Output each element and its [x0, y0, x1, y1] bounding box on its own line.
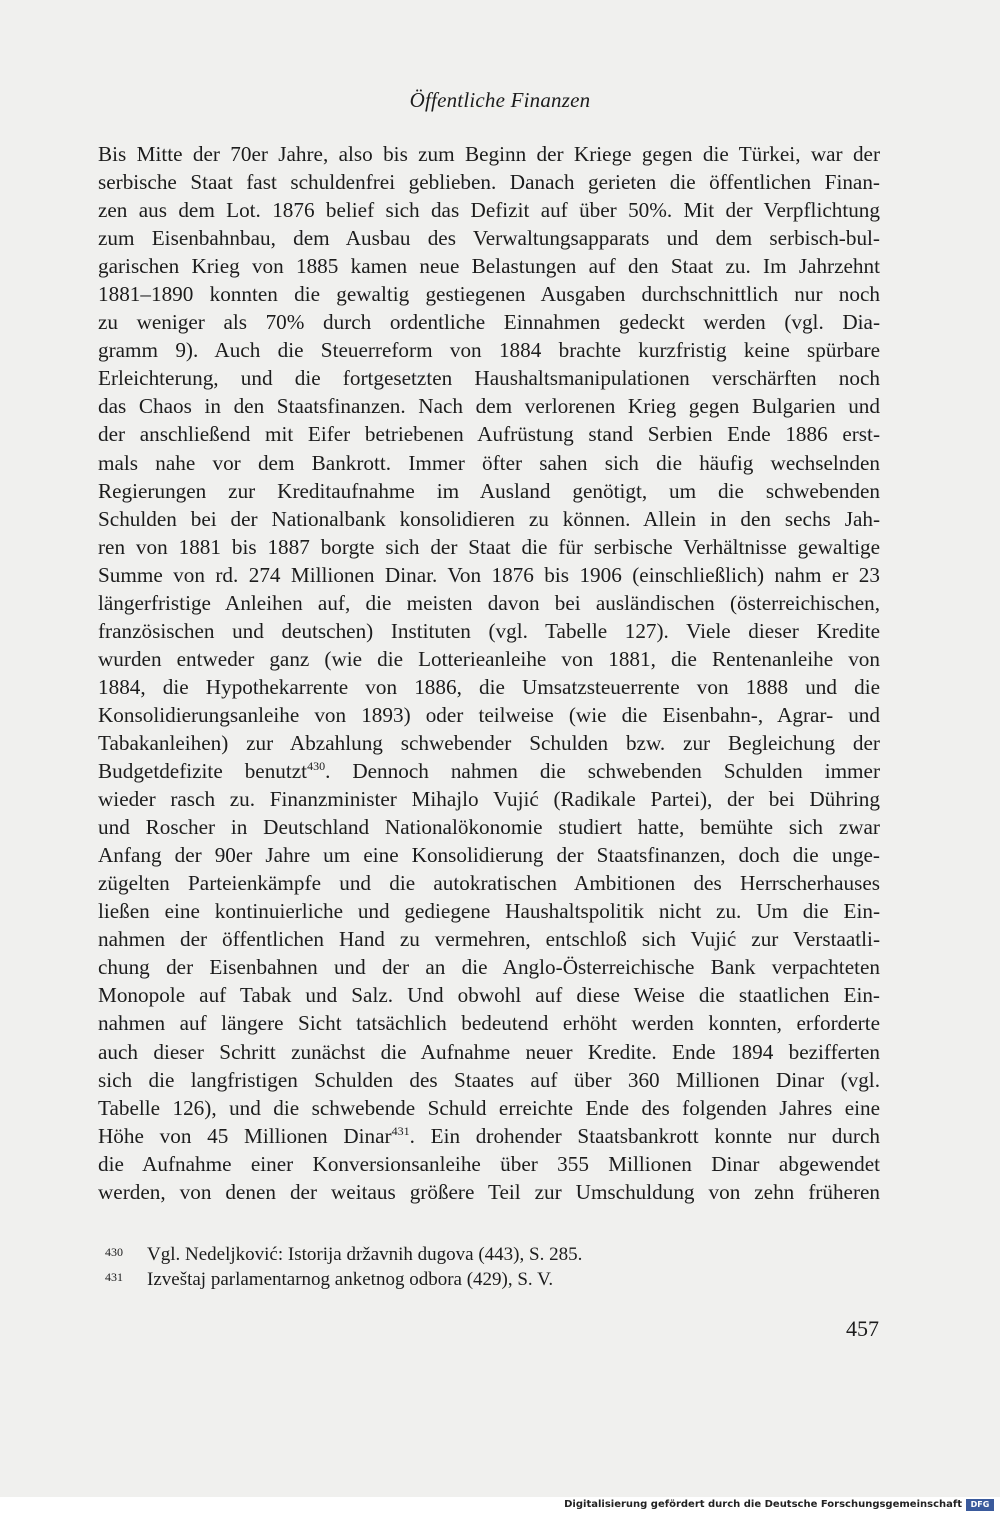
body-line-text: serbische Staat fast schuldenfrei geblieben. Danach gerieten die öffentlichen Finan-	[98, 170, 880, 195]
body-line-text: zum Eisenbahnbau, dem Ausbau des Verwaltungsapparats und dem serbisch-bul-	[98, 226, 880, 251]
body-line	[98, 392, 880, 420]
body-line-text: nahmen der öffentlichen Hand zu vermehren, entschloß sich Vujić zur Verstaatli-	[98, 927, 880, 952]
body-line	[98, 1094, 880, 1122]
body-line	[98, 897, 880, 925]
body-line-text: der anschließend mit Eifer betriebenen Aufrüstung stand Serbien Ende 1886 erst-	[98, 422, 880, 447]
body-line-text: mals nahe vor dem Bankrott. Immer öfter sahen sich die häufig wechselnden	[98, 450, 880, 475]
body-line-text: zu weniger als 70% durch ordentliche Einnahmen gedeckt werden (vgl. Dia-	[98, 310, 880, 335]
body-line	[98, 224, 880, 252]
body-line	[98, 1178, 880, 1206]
body-line-text: Monopole auf Tabak und Salz. Und obwohl auf diese Weise die staatlichen Ein-	[98, 983, 880, 1008]
body-line-text: Tabakanleihen) zur Abzahlung schwebender Schulden bzw. zur Begleichung der	[98, 730, 880, 755]
footnote	[105, 1265, 805, 1290]
body-line-text: Höhe von 45 Millionen Dinar	[98, 1123, 392, 1148]
body-line	[98, 420, 880, 448]
body-line	[98, 1150, 880, 1178]
body-line-text: Summe von rd. 274 Millionen Dinar. Von 1876 bis 1906 (einschließlich) nahm er 23	[98, 562, 880, 587]
body-line-text: 1881–1890 konnten die gewaltig gestiegenen Ausgaben durchschnittlich nur noch	[98, 282, 880, 307]
body-line-text: Bis Mitte der 70er Jahre, also bis zum Beginn der Kriege gegen die Türkei, war der	[98, 142, 880, 166]
body-line-text: werden, von denen der weitaus größere Teil zur Umschuldung von zehn früheren	[98, 1179, 880, 1204]
body-line	[98, 589, 880, 617]
body-line-text: Budgetdefizite benutzt	[98, 759, 308, 784]
body-line	[98, 336, 880, 364]
body-line	[98, 196, 880, 224]
body-line	[98, 757, 880, 785]
footnote-reference: 431	[391, 1123, 410, 1138]
footnote-text: Izveštaj parlamentarnog anketnog odbora (429), S. V.	[147, 1269, 554, 1290]
body-line-text: ren von 1881 bis 1887 borgte sich der Staat die für serbische Verhältnisse gewaltige	[98, 534, 880, 559]
body-line-text: wurden entweder ganz (wie die Lotterieanleihe von 1881, die Rentenanleihe von	[98, 646, 880, 671]
body-line	[98, 673, 880, 701]
body-line-text: und Roscher in Deutschland Nationalökonomie studiert hatte, bemühte sich zwar	[98, 815, 880, 840]
footnotes	[105, 1240, 805, 1290]
body-line-text: sich die langfristigen Schulden des Staates auf über 360 Millionen Dinar (vgl.	[98, 1067, 880, 1092]
body-line-text: chung der Eisenbahnen und der an die Anglo-Österreichische Bank verpachteten	[98, 955, 880, 980]
body-line	[98, 813, 880, 841]
body-line-text: Regierungen zur Kreditaufnahme im Ausland genötigt, um die schwebenden	[98, 478, 880, 503]
body-line	[98, 477, 880, 505]
body-line	[98, 645, 880, 673]
footnote	[105, 1240, 805, 1265]
body-line	[98, 729, 880, 757]
body-line	[98, 925, 880, 953]
body-line	[98, 1122, 880, 1150]
body-line-text: längerfristige Anleihen auf, die meisten davon bei ausländischen (österreichischen,	[98, 590, 880, 615]
body-line	[98, 1066, 880, 1094]
running-head: Öffentliche Finanzen	[409, 88, 591, 112]
page-number: 457	[846, 1316, 879, 1341]
body-line-text: Anfang der 90er Jahre um eine Konsolidierung der Staatsfinanzen, doch die unge-	[98, 843, 880, 868]
footnote-number: 430	[105, 1245, 123, 1259]
body-line	[98, 280, 880, 308]
body-line	[98, 1038, 880, 1066]
body-line	[98, 140, 880, 168]
body-line	[98, 617, 880, 645]
body-line	[98, 981, 880, 1009]
body-line	[98, 533, 880, 561]
footnote-text: Vgl. Nedeljković: Istorija državnih dugova (443), S. 285.	[147, 1244, 583, 1265]
body-line-text: zügelten Parteienkämpfe und die autokratischen Ambitionen des Herrscherhauses	[98, 871, 880, 896]
body-line-text: Schulden bei der Nationalbank konsolidieren zu können. Allein in den sechs Jah-	[98, 506, 880, 531]
body-line-text: . Dennoch nahmen die schwebenden Schulden immer	[325, 759, 880, 784]
body-line	[98, 168, 880, 196]
body-line-text: 1884, die Hypothekarrente von 1886, die Umsatzsteuerrente von 1888 und die	[98, 674, 880, 699]
body-line-text: das Chaos in den Staatsfinanzen. Nach dem verlorenen Krieg gegen Bulgarien und	[98, 394, 880, 419]
digitization-footer	[0, 1497, 1000, 1513]
body-line-text: ließen eine kontinuierliche und gediegene Haushaltspolitik nicht zu. Um die Ein-	[98, 899, 880, 924]
body-line-text: Erleichterung, und die fortgesetzten Haushaltsmanipulationen verschärften noch	[98, 366, 880, 391]
body-line-text: die Aufnahme einer Konversionsanleihe über 355 Millionen Dinar abgewendet	[98, 1151, 880, 1176]
body-line-text: auch dieser Schritt zunächst die Aufnahme neuer Kredite. Ende 1894 bezifferten	[98, 1039, 880, 1064]
body-line	[98, 701, 880, 729]
body-line	[98, 785, 880, 813]
body-line-text: garischen Krieg von 1885 kamen neue Belastungen auf den Staat zu. Im Jahrzehnt	[98, 254, 880, 279]
body-line	[98, 841, 880, 869]
footnote-number: 431	[105, 1270, 123, 1284]
body-line	[98, 561, 880, 589]
body-line-text: nahmen auf längere Sicht tatsächlich bedeutend erhöht werden konnten, erforderte	[98, 1011, 880, 1036]
body-line-text: Tabelle 126), und die schwebende Schuld erreichte Ende des folgenden Jahres eine	[98, 1095, 880, 1120]
body-line	[98, 364, 880, 392]
body-line	[98, 252, 880, 280]
body-line-text: wieder rasch zu. Finanzminister Mihajlo Vujić (Radikale Partei), der bei Dühring	[98, 787, 880, 812]
body-line	[98, 869, 880, 897]
body-line-text: Konsolidierungsanleihe von 1893) oder teilweise (wie die Eisenbahn-, Agrar- und	[98, 702, 880, 727]
body-line-text: gramm 9). Auch die Steuerreform von 1884 brachte kurzfristig keine spürbare	[98, 338, 880, 363]
body-line	[98, 1009, 880, 1037]
digitization-credit: Digitalisierung gefördert durch die Deutsche Forschungsgemeinschaft	[564, 1499, 962, 1510]
body-text	[98, 140, 880, 1206]
body-line	[98, 953, 880, 981]
dfg-logo-icon: DFG	[966, 1499, 994, 1511]
body-line	[98, 449, 880, 477]
body-line	[98, 308, 880, 336]
body-line-text: . Ein drohender Staatsbankrott konnte nur durch	[409, 1123, 880, 1148]
body-line	[98, 505, 880, 533]
body-line-text: französischen und deutschen) Instituten (vgl. Tabelle 127). Viele dieser Kredite	[98, 618, 880, 643]
body-line-text: zen aus dem Lot. 1876 belief sich das Defizit auf über 50%. Mit der Verpflichtung	[98, 198, 880, 223]
footnote-reference: 430	[307, 759, 326, 774]
